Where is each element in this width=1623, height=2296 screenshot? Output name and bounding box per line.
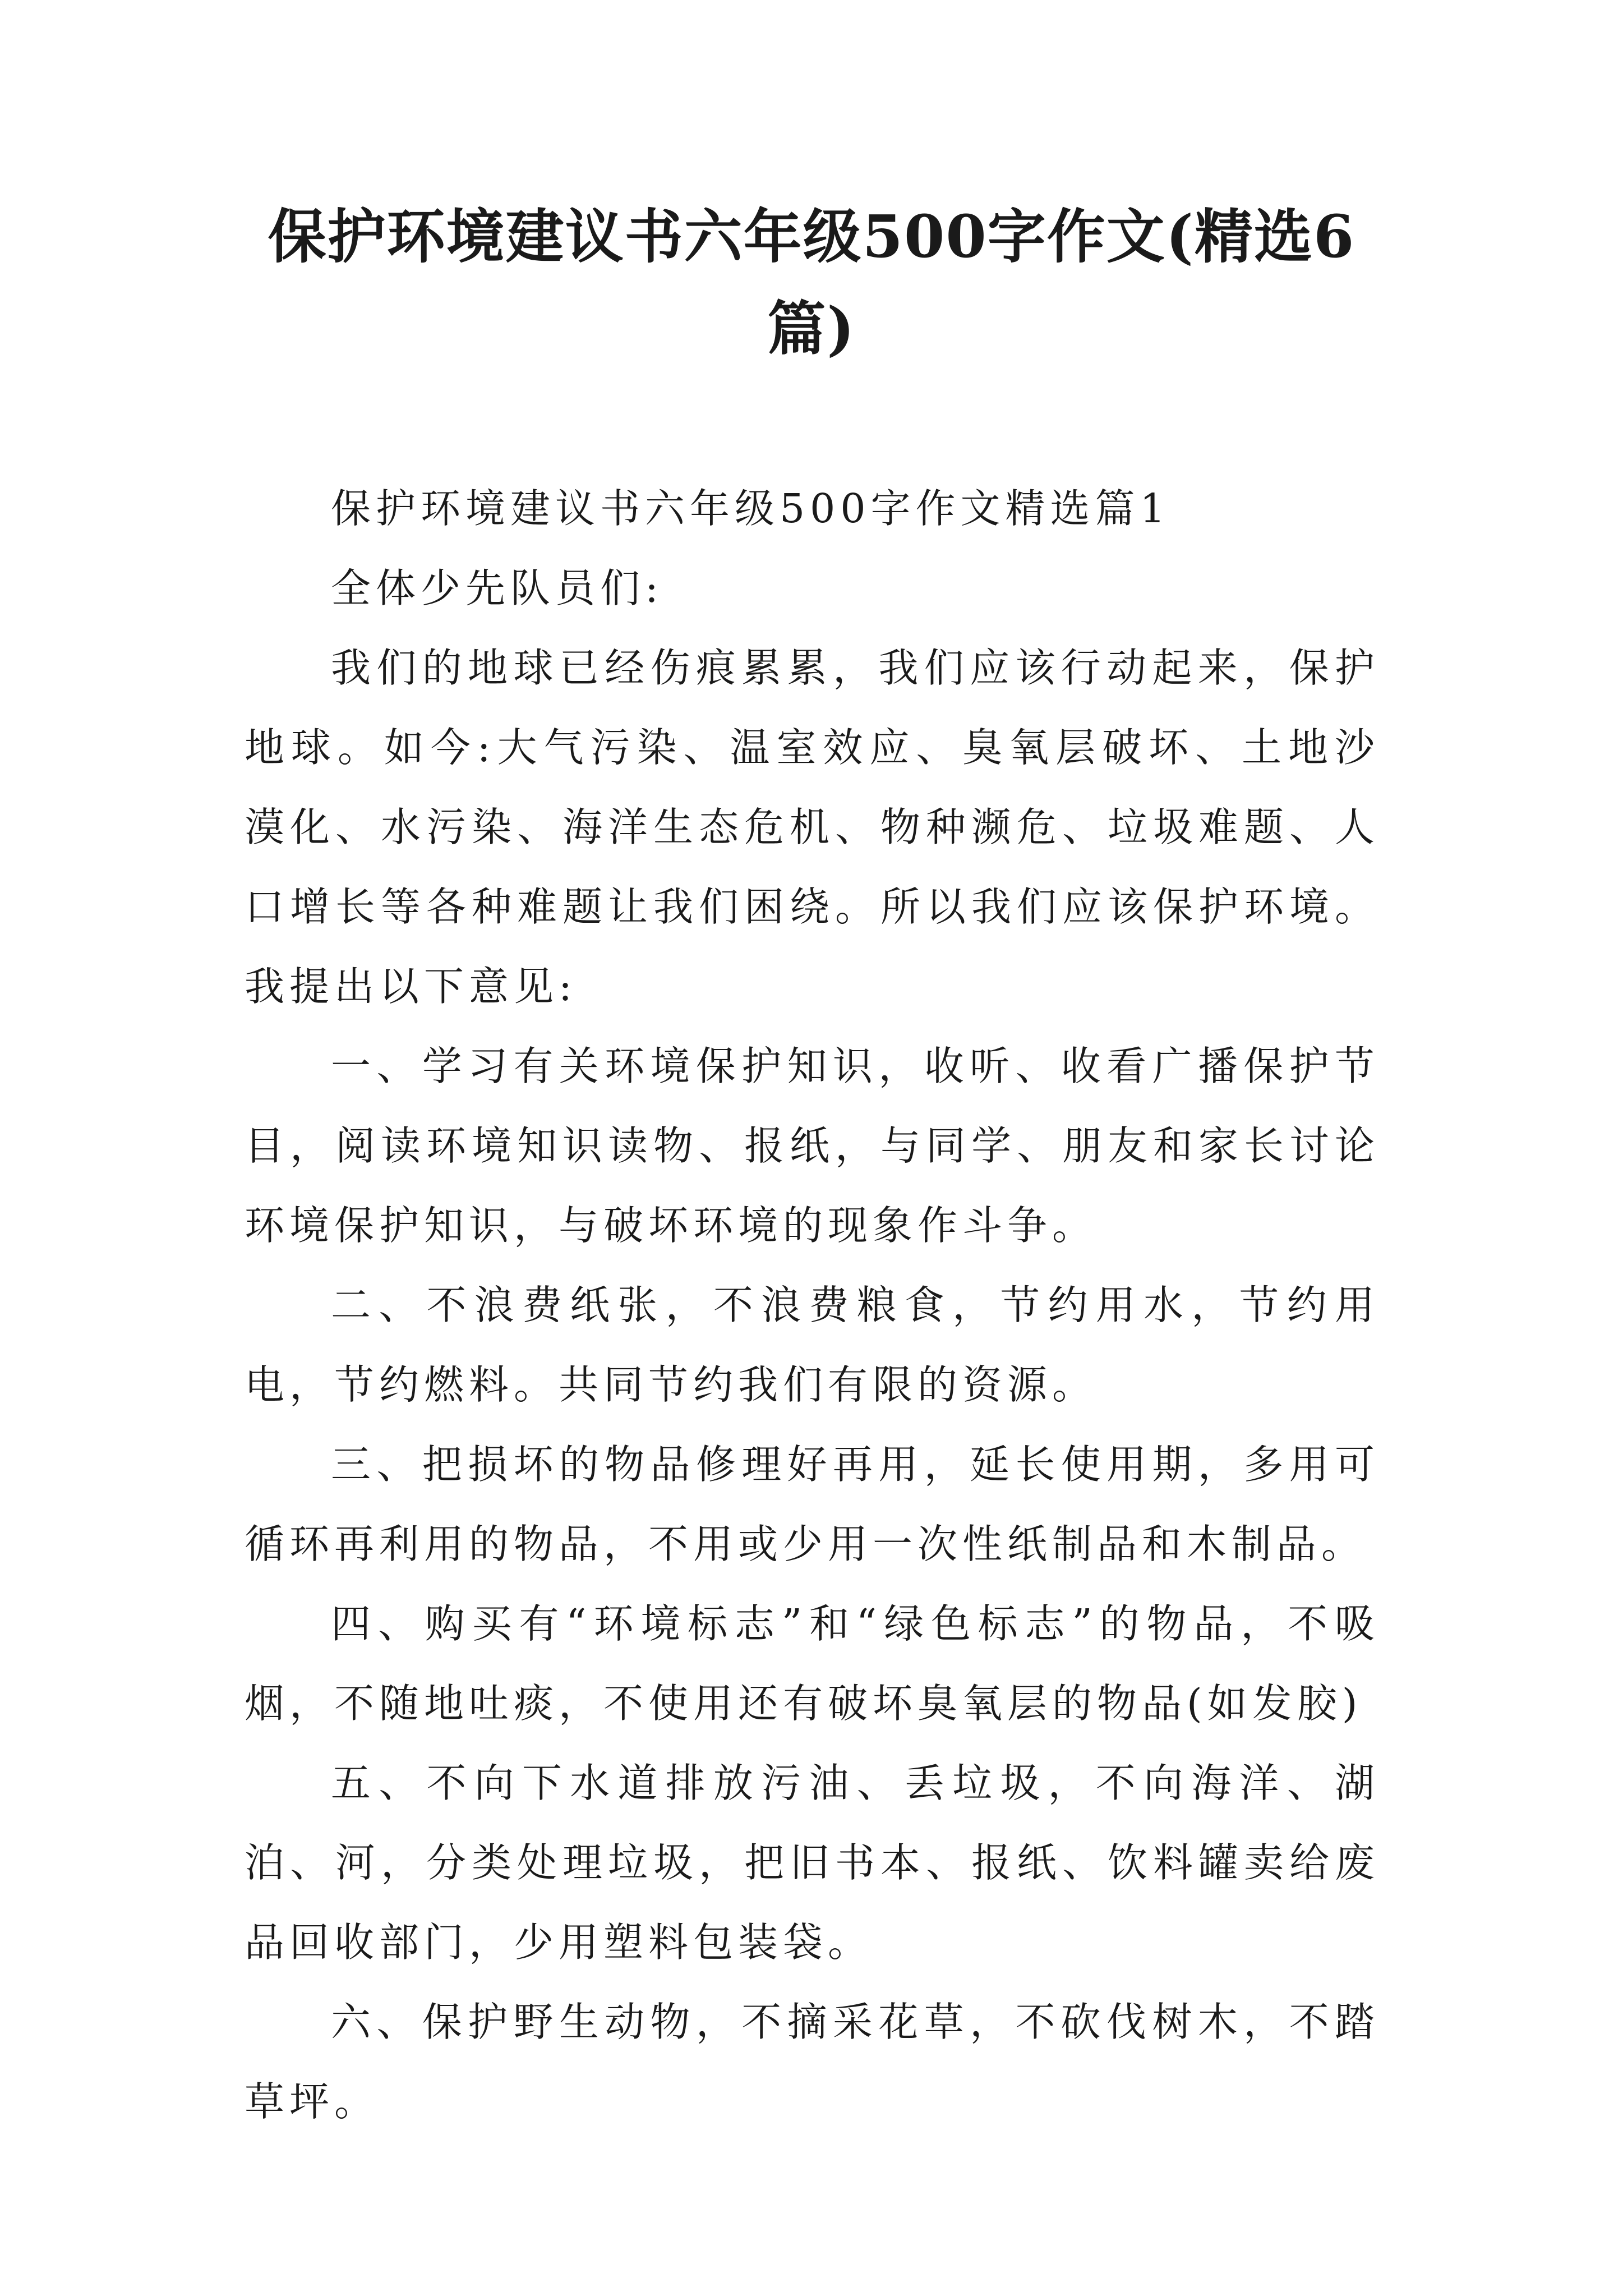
section-heading: 保护环境建议书六年级500字作文精选篇1 <box>331 485 1170 532</box>
suggestion-1: 一、学习有关环境保护知识，收听、收看广播保护节目，阅读环境知识读物、报纸，与同学、朋友和家长讨论环境保护知识，与破坏环境的现象作斗争。 <box>245 1043 1380 1249</box>
suggestion-6: 六、保护野生动物，不摘采花草，不砍伐树木，不踏草坪。 <box>245 1999 1380 2125</box>
salutation: 全体少先队员们: <box>331 565 663 611</box>
suggestion-4: 四、购买有“环境标志”和“绿色标志”的物品，不吸烟，不随地吐痰，不使用还有破坏臭氧层的物品(如发胶) <box>245 1600 1380 1727</box>
intro-paragraph: 我们的地球已经伤痕累累，我们应该行动起来，保护地球。如今:大气污染、温室效应、臭氧层破坏、土地沙漠化、水污染、海洋生态危机、物种濒危、垃圾难题、人口增长等各种难题让我们困绕。所以我们应该保护环境。我提出以下意见: <box>245 645 1380 1010</box>
document-title: 保护环境建议书六年级500字作文(精选6篇) <box>268 202 1355 363</box>
suggestion-5: 五、不向下水道排放污油、丢垃圾，不向海洋、湖泊、河，分类处理垃圾，把旧书本、报纸、饮料罐卖给废品回收部门，少用塑料包装袋。 <box>245 1760 1380 1966</box>
suggestion-3: 三、把损坏的物品修理好再用，延长使用期，多用可循环再利用的物品，不用或少用一次性纸制品和木制品。 <box>245 1441 1380 1567</box>
document-body <box>245 469 1380 2142</box>
suggestion-2: 二、不浪费纸张，不浪费粮食，节约用水，节约用电，节约燃料。共同节约我们有限的资源。 <box>245 1282 1380 1408</box>
